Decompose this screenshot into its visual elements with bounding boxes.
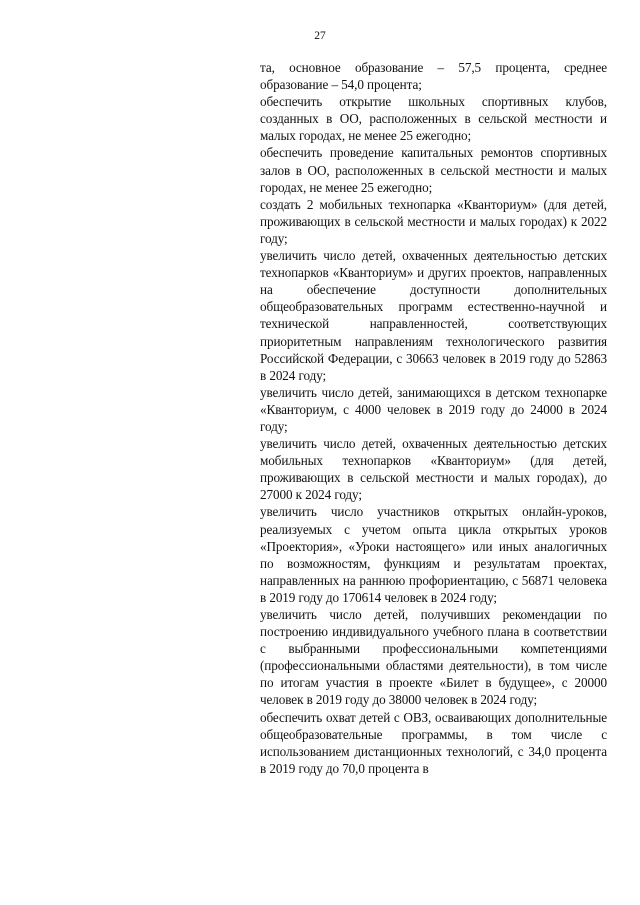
paragraph-9: увеличить число детей, получивших рекомендации по построению индивидуального учебного плана в соответствии с выбранными профессиональными компетенциями (профессиональными областями деятельности), в том числе по итогам участия в проекте «Билет в будущее», с 20000 человек в 2019 году до 38000 человек в 2024 году; — [260, 607, 607, 708]
page-number: 27 — [314, 30, 326, 42]
paragraph-6: увеличить число детей, занимающихся в детском технопарке «Кванториум, с 4000 человек в 2019 году до 24000 в 2024 году; — [260, 384, 607, 434]
paragraph-5: увеличить число детей, охваченных деятельностью детских технопарков «Кванториум» и других проектов, направленных на обеспечение доступности дополнительных общеобразовательных программ естественно-научной и технической направленностей, соответствующих приоритетным направлениям технологического развития Российской Федерации, с 30663 человек в 2019 году до 52863 в 2024 году; — [260, 248, 607, 383]
paragraph-2: обеспечить открытие школьных спортивных клубов, созданных в ОО, расположенных в сельской местности и малых городах, не менее 25 ежегодно; — [260, 94, 607, 144]
paragraph-4: создать 2 мобильных технопарка «Кванториум» (для детей, проживающих в сельской местности и малых городах) к 2022 году; — [260, 196, 607, 246]
paragraph-7: увеличить число детей, охваченных деятельностью детских мобильных технопарков «Кванториум» (для детей, проживающих в сельской местности и малых городах), до 27000 к 2024 году; — [260, 436, 607, 503]
paragraph-8: увеличить число участников открытых онлайн-уроков, реализуемых с учетом опыта цикла открытых уроков «Проектория», «Уроки настоящего» или иных аналогичных по возможностям, функциям и результатам проектах, направленных на раннюю профориентацию, с 56871 человека в 2019 году до 170614 человек в 2024 году; — [260, 504, 607, 605]
paragraph-10: обеспечить охват детей с ОВЗ, осваивающих дополнительные общеобразовательные программы, в том числе с использованием дистанционных технологий, с 34,0 процента в 2019 году до 70,0 процента в — [260, 709, 607, 776]
paragraph-1: та, основное образование – 57,5 процента, среднее образование – 54,0 процента; — [260, 60, 607, 93]
document-body — [260, 59, 607, 777]
paragraph-3: обеспечить проведение капитальных ремонтов спортивных залов в ОО, расположенных в сельской местности и малых городах, не менее 25 ежегодно; — [260, 145, 607, 195]
